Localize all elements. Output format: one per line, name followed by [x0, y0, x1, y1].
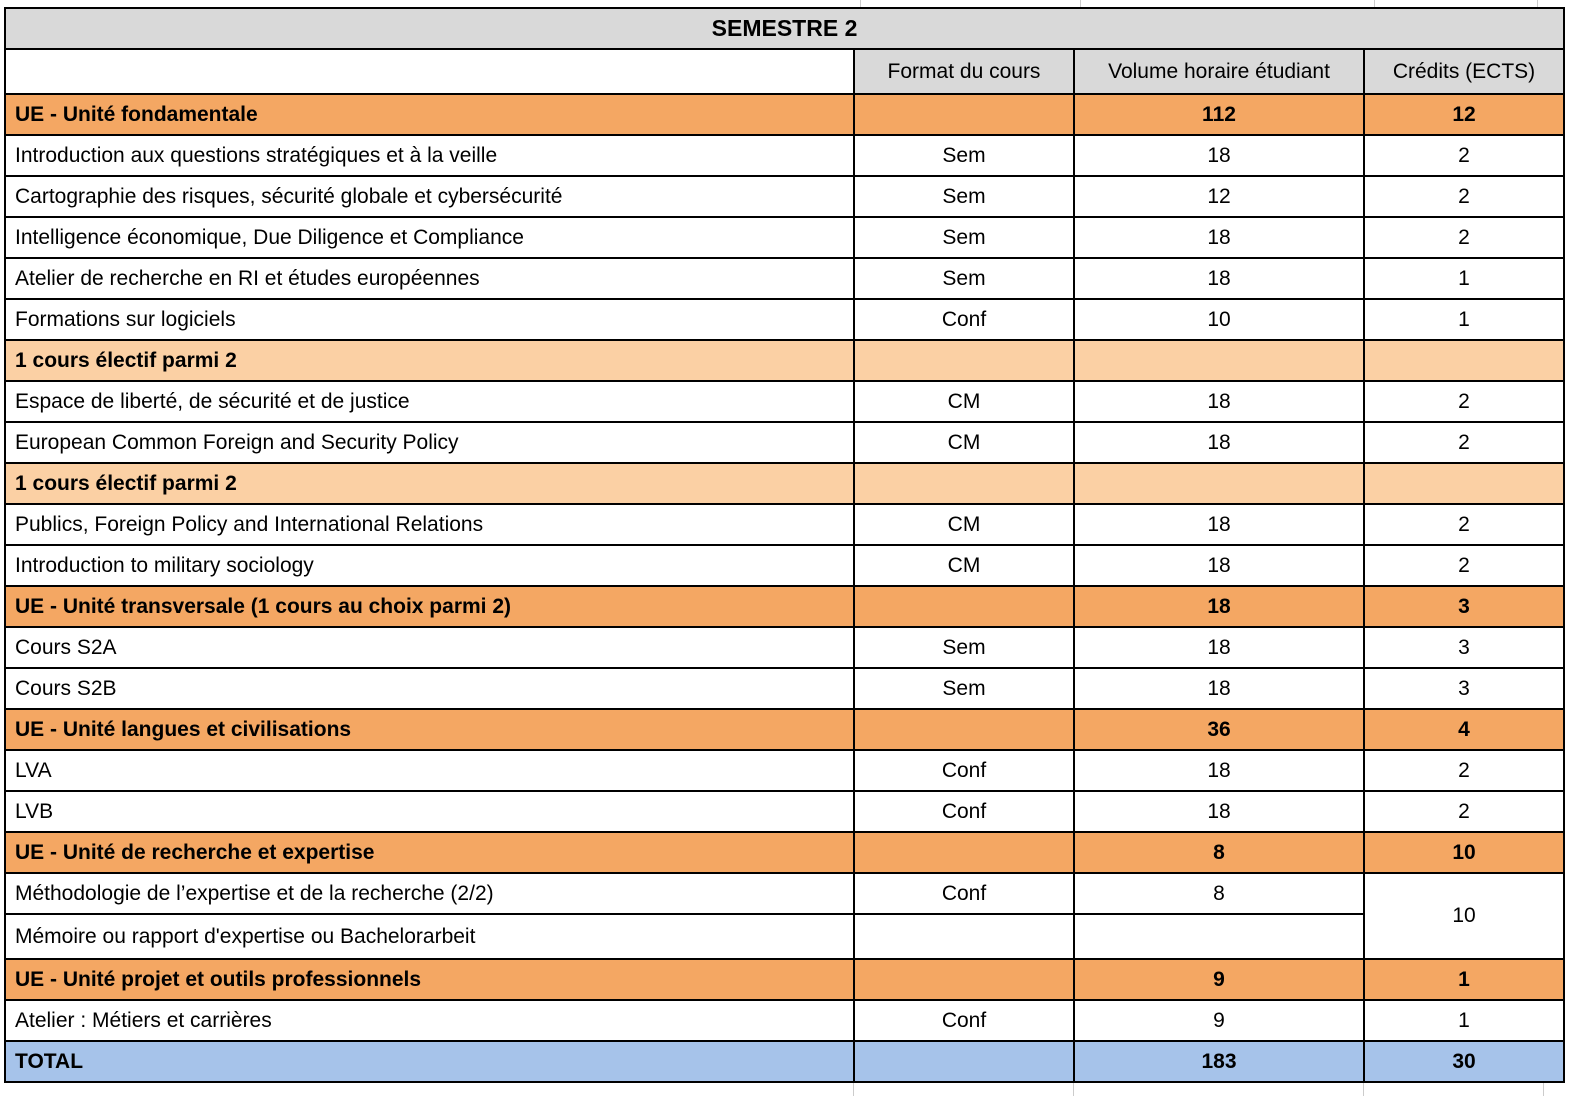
- credits-cell: 10: [1364, 832, 1564, 873]
- course-row: [5, 504, 1564, 545]
- credits-cell: 2: [1364, 791, 1564, 832]
- course-row: [5, 299, 1564, 340]
- credits-cell: 3: [1364, 668, 1564, 709]
- credits-cell: 2: [1364, 750, 1564, 791]
- course-row: [5, 422, 1564, 463]
- semester-table: [4, 7, 1565, 1083]
- volume-cell: [1074, 463, 1364, 504]
- volume-cell: 18: [1074, 422, 1364, 463]
- course-name-cell: Atelier : Métiers et carrières: [5, 1000, 854, 1041]
- format-cell: CM: [854, 504, 1074, 545]
- format-cell: [854, 1041, 1074, 1082]
- section-row: [5, 832, 1564, 873]
- format-cell: Conf: [854, 1000, 1074, 1041]
- course-name-cell: Cartographie des risques, sécurité globale et cybersécurité: [5, 176, 854, 217]
- volume-cell: 18: [1074, 668, 1364, 709]
- format-cell: [854, 586, 1074, 627]
- volume-cell: 18: [1074, 258, 1364, 299]
- section-name-cell: UE - Unité fondamentale: [5, 94, 854, 135]
- format-cell: [854, 94, 1074, 135]
- volume-cell: 183: [1074, 1041, 1364, 1082]
- course-row: [5, 258, 1564, 299]
- volume-cell: 18: [1074, 627, 1364, 668]
- gridline-tick: [1080, 0, 1081, 7]
- format-cell: Sem: [854, 668, 1074, 709]
- course-name-cell: European Common Foreign and Security Policy: [5, 422, 854, 463]
- course-name-cell: Formations sur logiciels: [5, 299, 854, 340]
- course-name-cell: LVB: [5, 791, 854, 832]
- format-cell: Sem: [854, 258, 1074, 299]
- course-name-cell: Cours S2B: [5, 668, 854, 709]
- credits-cell-merged: 10: [1364, 873, 1564, 959]
- section-row: [5, 959, 1564, 1000]
- column-header-volume: Volume horaire étudiant: [1074, 49, 1364, 94]
- credits-cell: 2: [1364, 217, 1564, 258]
- elective-name-cell: 1 cours électif parmi 2: [5, 463, 854, 504]
- volume-cell: [1074, 340, 1364, 381]
- course-name-cell: Publics, Foreign Policy and International Relations: [5, 504, 854, 545]
- volume-cell: 112: [1074, 94, 1364, 135]
- section-name-cell: UE - Unité projet et outils professionnels: [5, 959, 854, 1000]
- elective-row: [5, 463, 1564, 504]
- format-cell: CM: [854, 381, 1074, 422]
- credits-cell: 2: [1364, 176, 1564, 217]
- credits-cell: 2: [1364, 422, 1564, 463]
- course-name-cell: Intelligence économique, Due Diligence et Compliance: [5, 217, 854, 258]
- course-name-cell: Méthodologie de l’expertise et de la recherche (2/2): [5, 873, 854, 914]
- credits-cell: 2: [1364, 504, 1564, 545]
- format-cell: Conf: [854, 873, 1074, 914]
- course-name-cell: Espace de liberté, de sécurité et de justice: [5, 381, 854, 422]
- format-cell: Sem: [854, 176, 1074, 217]
- format-cell: Conf: [854, 791, 1074, 832]
- course-row: [5, 217, 1564, 258]
- course-name-cell: Introduction aux questions stratégiques et à la veille: [5, 135, 854, 176]
- course-name-cell: Cours S2A: [5, 627, 854, 668]
- column-header-row: [5, 49, 1564, 94]
- volume-cell: 12: [1074, 176, 1364, 217]
- format-cell: Conf: [854, 750, 1074, 791]
- format-cell: [854, 914, 1074, 959]
- format-cell: Sem: [854, 627, 1074, 668]
- format-cell: [854, 832, 1074, 873]
- course-name-cell: Introduction to military sociology: [5, 545, 854, 586]
- course-row: [5, 176, 1564, 217]
- credits-cell: 3: [1364, 586, 1564, 627]
- volume-cell: 18: [1074, 750, 1364, 791]
- column-header-credits: Crédits (ECTS): [1364, 49, 1564, 94]
- gridline-tick: [1374, 0, 1375, 7]
- section-row: [5, 94, 1564, 135]
- total-label-cell: TOTAL: [5, 1041, 854, 1082]
- course-name-cell: Mémoire ou rapport d'expertise ou Bachelorarbeit: [5, 914, 854, 959]
- course-row: [5, 627, 1564, 668]
- credits-cell: 2: [1364, 135, 1564, 176]
- format-cell: Conf: [854, 299, 1074, 340]
- course-row: [5, 914, 1564, 959]
- volume-cell: 18: [1074, 381, 1364, 422]
- course-row: [5, 381, 1564, 422]
- volume-cell: 18: [1074, 586, 1364, 627]
- credits-cell: 1: [1364, 299, 1564, 340]
- volume-cell: 18: [1074, 135, 1364, 176]
- course-row: [5, 1000, 1564, 1041]
- credits-cell: [1364, 463, 1564, 504]
- format-cell: [854, 340, 1074, 381]
- credits-cell: 1: [1364, 258, 1564, 299]
- credits-cell: [1364, 340, 1564, 381]
- volume-cell: 9: [1074, 959, 1364, 1000]
- format-cell: CM: [854, 422, 1074, 463]
- section-row: [5, 709, 1564, 750]
- volume-cell: 36: [1074, 709, 1364, 750]
- section-name-cell: UE - Unité transversale (1 cours au choix parmi 2): [5, 586, 854, 627]
- volume-cell: 18: [1074, 545, 1364, 586]
- title-row: [5, 8, 1564, 49]
- course-name-cell: LVA: [5, 750, 854, 791]
- blank-header-cell: [5, 49, 854, 94]
- volume-cell: 9: [1074, 1000, 1364, 1041]
- course-row: [5, 135, 1564, 176]
- format-cell: Sem: [854, 135, 1074, 176]
- course-row: [5, 668, 1564, 709]
- column-header-format: Format du cours: [854, 49, 1074, 94]
- gridline-tick: [1537, 0, 1538, 7]
- course-row: [5, 873, 1564, 914]
- credits-cell: 12: [1364, 94, 1564, 135]
- gridline-tick: [860, 0, 861, 7]
- volume-cell: 10: [1074, 299, 1364, 340]
- total-row: [5, 1041, 1564, 1082]
- volume-cell: 8: [1074, 832, 1364, 873]
- course-row: [5, 545, 1564, 586]
- format-cell: [854, 463, 1074, 504]
- section-row: [5, 586, 1564, 627]
- elective-row: [5, 340, 1564, 381]
- volume-cell: 18: [1074, 217, 1364, 258]
- credits-cell: 1: [1364, 1000, 1564, 1041]
- volume-cell: 18: [1074, 504, 1364, 545]
- credits-cell: 1: [1364, 959, 1564, 1000]
- course-row: [5, 791, 1564, 832]
- format-cell: [854, 959, 1074, 1000]
- format-cell: CM: [854, 545, 1074, 586]
- credits-cell: 3: [1364, 627, 1564, 668]
- volume-cell: [1074, 914, 1364, 959]
- volume-cell: 18: [1074, 791, 1364, 832]
- section-name-cell: UE - Unité de recherche et expertise: [5, 832, 854, 873]
- credits-cell: 4: [1364, 709, 1564, 750]
- credits-cell: 2: [1364, 545, 1564, 586]
- volume-cell: 8: [1074, 873, 1364, 914]
- section-name-cell: UE - Unité langues et civilisations: [5, 709, 854, 750]
- semester-title: SEMESTRE 2: [5, 8, 1564, 49]
- course-name-cell: Atelier de recherche en RI et études européennes: [5, 258, 854, 299]
- format-cell: [854, 709, 1074, 750]
- course-row: [5, 750, 1564, 791]
- credits-cell: 30: [1364, 1041, 1564, 1082]
- format-cell: Sem: [854, 217, 1074, 258]
- credits-cell: 2: [1364, 381, 1564, 422]
- elective-name-cell: 1 cours électif parmi 2: [5, 340, 854, 381]
